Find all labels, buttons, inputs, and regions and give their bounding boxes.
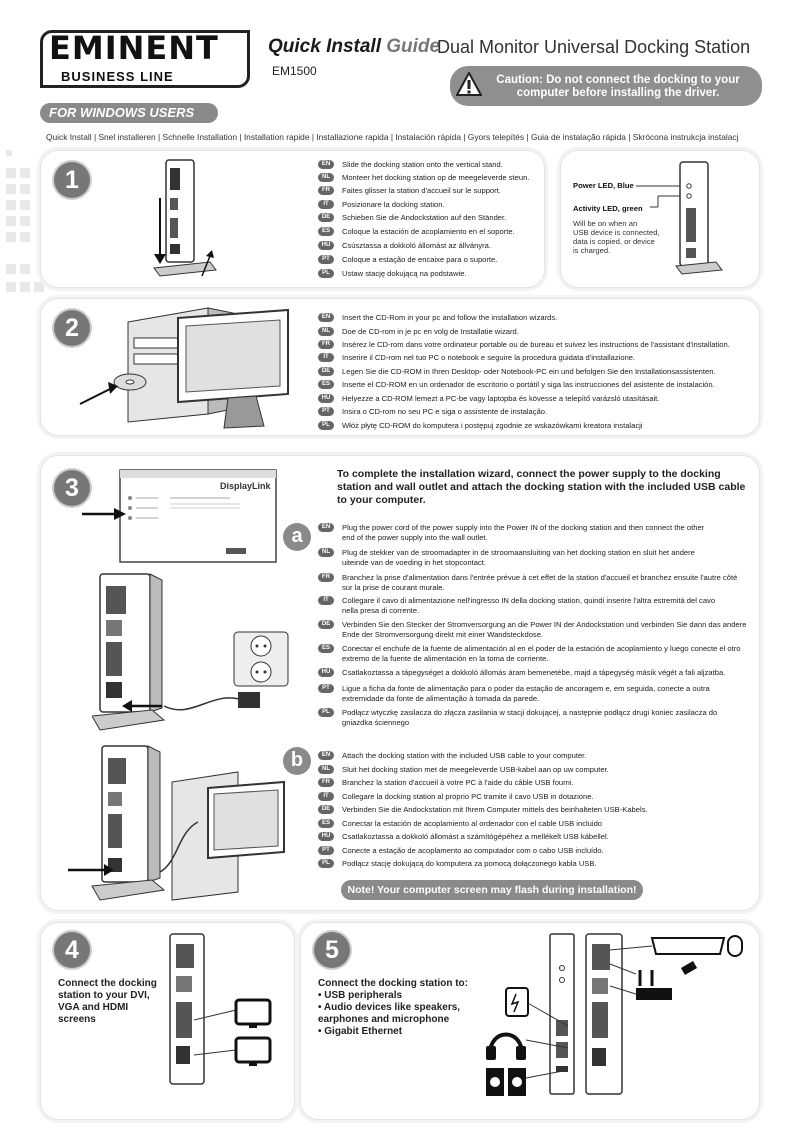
power-led-label: Power LED, Blue (573, 181, 634, 190)
step3b-row: DE Verbinden Sie die Andockstation mit Ihrem Computer mittels des beinhalteten USB-Kabels. (318, 805, 648, 815)
step2-row: HU Helyezze a CD-ROM lemezt a PC-be vagy laptopba és kövesse a telepítő varázsló utasításait. (318, 394, 659, 404)
step3a-row: ES Conectar el enchufe de la fuente de alimentación al en el poder de la estación de acoplamiento y luego conecte el otro extremo de la fuente de alimentación en la toma de corriente. (318, 644, 741, 663)
step3b-row: EN Attach the docking station with the included USB cable to your computer. (318, 751, 586, 761)
quick-install-languages: Quick Install | Snel installeren | Schnelle Installation | Installation rapide | Installazione rapida | Instalación rápida | Gyors telepítés | Guia de instalação rápida | Skrócona instrukcja instalacj (46, 132, 739, 142)
caution-text: Caution: Do not connect the docking to your computer before installing the driver. (496, 74, 740, 99)
step2-row: DE Legen Sie die CD-ROM in Ihren Desktop- oder Notebook-PC ein und befolgen Sie den Installationsassistenten. (318, 367, 716, 377)
step3a-row: PT Ligue a ficha da fonte de alimentação para o poder da estação de ancoragem e, em seguida, conecte a outra extremidade da fonte de alimentação à tomada da parede. (318, 684, 710, 703)
step1-row: DE Schieben Sie die Andockstation auf den Ständer. (318, 213, 506, 223)
step1-row: IT Posizionare la docking station. (318, 200, 445, 210)
headphones-icon (486, 1028, 526, 1060)
displaylink-brand: DisplayLink (220, 481, 271, 491)
step5-text: Connect the docking station to: • USB peripherals • Audio devices like speakers, earphones and microphone • Gigabit Ethernet (318, 978, 468, 1037)
step1-row: ES Coloque la estación de acoplamiento en el soporte. (318, 227, 515, 237)
flash-note-banner: Note! Your computer screen may flash during installation! (341, 880, 643, 900)
step1-row: FR Faites glisser la station d'accueil sur le support. (318, 186, 501, 196)
pc-cdrom-illustration (78, 298, 300, 436)
step3b-row: NL Sluit het docking station met de meegeleverde USB-kabel aan op uw computer. (318, 765, 609, 775)
step1-number: 1 (54, 162, 90, 198)
product-title: Dual Monitor Universal Docking Station (437, 37, 751, 57)
logo-sub: BUSINESS LINE (61, 69, 174, 84)
step3b-row: PT Conecte a estação de acoplamento ao computador com o cabo USB incluído. (318, 846, 604, 856)
step4-number: 4 (54, 932, 90, 968)
dock-power-illustration (92, 570, 292, 732)
step3a-row: IT Collegare il cavo di alimentazione nell'ingresso IN della docking station, quindi inserire l'altra estremità del cavo nella presa di corrente. (318, 596, 715, 615)
step2-number: 2 (54, 310, 90, 346)
caution-banner (450, 66, 762, 106)
step5-number: 5 (314, 932, 350, 968)
ethernet-icon (622, 988, 672, 1002)
step3a-row: HU Csatlakoztassa a tápegységet a dokkoló állomás áram bemenetébe, majd a tápegység másik végét a fali aljzatba. (318, 668, 725, 678)
for-windows-users-badge: FOR WINDOWS USERS (40, 103, 218, 123)
step3a-row: FR Branchez la prise d'alimentation dans l'entrée prévue à cet effet de la station d'accueil et branchez ensuite l'autre côté sur la prise de courant murale. (318, 573, 737, 592)
step3a-row: DE Verbinden Sie den Stecker der Stromversorgung an die Power IN der Andockstation und verbinden Sie dann das andere Ende der Stromversorgung direkt mit einer Wandsteckdose. (318, 620, 746, 639)
step3a-label: a (283, 523, 311, 551)
step2-row: ES Inserte el CD-ROM en un ordenador de escritorio o portátil y siga las instrucciones del asistente de instalación. (318, 380, 715, 390)
step1-row: EN Slide the docking station onto the vertical stand. (318, 160, 503, 170)
monitor-icon (233, 998, 269, 1026)
logo-main: EMINENT (49, 29, 219, 67)
dock-usb-illustration (68, 742, 288, 906)
step2-row: PT Insira o CD-rom no seu PC e siga o assistente de instalação. (318, 407, 547, 417)
step3a-row: NL Plug de stekker van de stroomadapter in de stroomaansluiting van het docking station en sluit het andere uiteinde van de voeding in het stopcontact. (318, 548, 695, 567)
dock-on-stand-illustration (150, 158, 220, 280)
quick-install-guide-title: Quick Install Guide (268, 36, 441, 57)
step3b-row: PL Podłącz stację dokującą do komputera za pomocą dołączonego kabla USB. (318, 859, 597, 869)
dock-monitors-illustration (160, 930, 292, 1090)
monitor-icon (233, 1036, 269, 1064)
step2-row: FR Insérez le CD-rom dans votre ordinateur portable ou de bureau et suivez les instructions de l'assistant d'installation. (318, 340, 730, 350)
step1-row: PL Ustaw stację dokującą na podstawie. (318, 269, 467, 279)
activity-led-desc: Will be on when an USB device is connected, data is copied, or device is charged. (573, 219, 660, 255)
mouse-icon (728, 936, 742, 956)
step3b-row: ES Conectar la estación de acoplamiento al ordenador con el cable USB incluido (318, 819, 602, 829)
step1-row: PT Coloque a estação de encaixe para o suporte. (318, 255, 497, 265)
activity-led-label: Activity LED, green (573, 204, 643, 213)
speakers-icon (486, 1068, 526, 1096)
step2-row: PL Włóż płytę CD-ROM do komputera i postępuj zgodnie ze wskazówkami kreatora instalacji (318, 421, 643, 431)
step2-row: IT Inserire il CD-rom nel tuo PC o notebook e seguire la procedura guidata d'installazione. (318, 353, 635, 363)
step1-row: HU Csúsztassa a dokkoló állomást az állványra. (318, 241, 491, 251)
step3b-row: HU Csatlakoztassa a dokkoló állomást a számítógépéhez a mellékelt USB kábellel. (318, 832, 609, 842)
step3-heading: To complete the installation wizard, connect the power supply to the docking station and wall outlet and attach the docking station with the included USB cable to your computer. (337, 468, 746, 506)
step3b-row: IT Collegare la docking station al proprio PC tramite il cavo USB in dotazione. (318, 792, 594, 802)
step3b-row: FR Branchez la station d'accueil à votre PC à l'aide du câble USB fourni. (318, 778, 574, 788)
eminent-logo (40, 30, 250, 88)
charging-phone-icon (506, 988, 528, 1016)
keyboard-icon (651, 940, 725, 956)
step3a-row: PL Podłącz wtyczkę zasilacza do złącza zasilania w stacji dokującej, a następnie podłącz drugi koniec zasilacza do gniazdka ściennego (318, 708, 717, 727)
step1-row: NL Monteer het docking station op de meegeleverde steun. (318, 173, 529, 183)
step2-row: EN Insert the CD-Rom in your pc and follow the installation wizards. (318, 313, 557, 323)
dock-front-illustration (636, 158, 726, 278)
warning-icon (456, 72, 482, 96)
step3b-label: b (283, 747, 311, 775)
step2-row: NL Doe de CD-rom in je pc en volg de Installatie wizard. (318, 327, 519, 337)
step3-number: 3 (54, 470, 90, 506)
step3a-row: EN Plug the power cord of the power supply into the Power IN of the docking station and then connect the other end of the power supply into the wall outlet. (318, 523, 704, 542)
step4-text: Connect the docking station to your DVI, VGA and HDMI screens (58, 978, 157, 1025)
model-number: EM1500 (272, 64, 317, 78)
